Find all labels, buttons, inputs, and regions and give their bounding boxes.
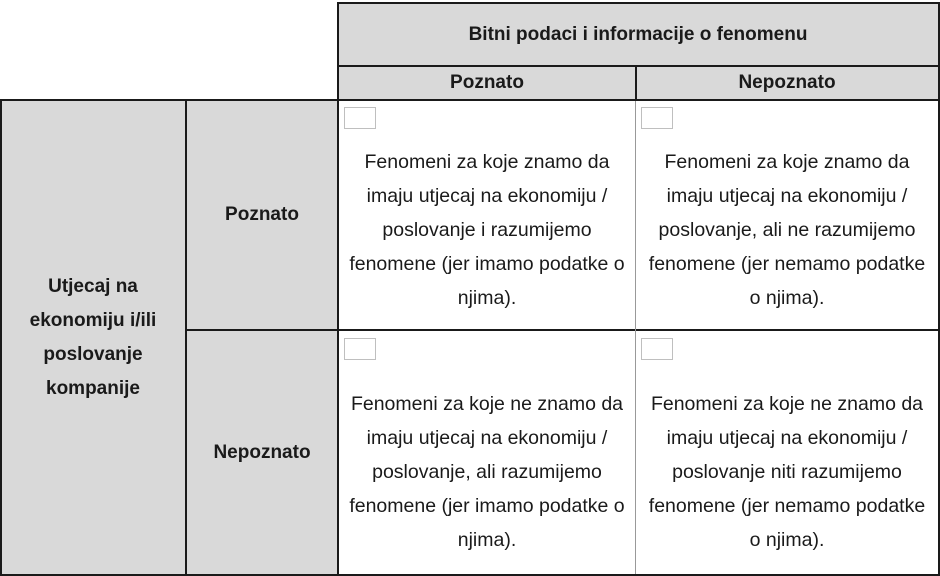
header-title-text: Bitni podaci i informacije o fenomenu	[468, 23, 808, 45]
cell-known-unknown-text: Fenomeni za koje znamo da imaju utjecaj na ekonomiju / poslovanje, ali ne razumijemo fenomene (jer nemamo podatke o njima).	[648, 151, 926, 309]
header-title	[338, 3, 938, 66]
grid-line	[0, 99, 2, 576]
grid-line	[635, 65, 637, 101]
row-group-label-text: Utjecaj na ekonomiju i/ili poslovanje kompanije	[29, 276, 157, 399]
grid-line	[185, 99, 187, 576]
grid-line	[337, 65, 940, 67]
cell-known-known-text: Fenomeni za koje znamo da imaju utjecaj na ekonomiju / poslovanje i razumijemo fenomene (jer imamo podatke o njima).	[349, 151, 625, 309]
row-header-unknown-text: Nepoznato	[213, 442, 311, 463]
column-header-known	[338, 66, 636, 100]
grid-line	[186, 329, 940, 331]
row-header-known-text: Poznato	[225, 204, 299, 225]
grid-line	[337, 2, 339, 576]
cell-unknown-unknown-text: Fenomeni za koje ne znamo da imaju utjecaj na ekonomiju / poslovanje niti razumijemo fenomene (jer nemamo podatke o njima).	[648, 393, 926, 551]
cell-unknown-known-text: Fenomeni za koje ne znamo da imaju utjecaj na ekonomiju / poslovanje, ali razumijemo fenomene (jer imamo podatke o njima).	[349, 393, 625, 551]
grid-line	[0, 99, 940, 101]
column-header-unknown	[636, 66, 938, 100]
cell-unknown-known	[338, 330, 636, 576]
cell-known-unknown	[636, 100, 938, 330]
checkbox-unknown-known[interactable]	[344, 338, 376, 360]
column-header-known-text: Poznato	[450, 72, 524, 93]
checkbox-unknown-unknown[interactable]	[641, 338, 673, 360]
grid-line	[337, 2, 940, 4]
row-group-label	[0, 100, 186, 576]
column-header-unknown-text: Nepoznato	[738, 72, 836, 93]
checkbox-known-known[interactable]	[344, 107, 376, 129]
checkbox-known-unknown[interactable]	[641, 107, 673, 129]
cell-unknown-unknown	[636, 330, 938, 576]
grid-line	[635, 101, 636, 574]
row-header-unknown	[186, 330, 338, 576]
cell-known-known	[338, 100, 636, 330]
row-header-known	[186, 100, 338, 330]
